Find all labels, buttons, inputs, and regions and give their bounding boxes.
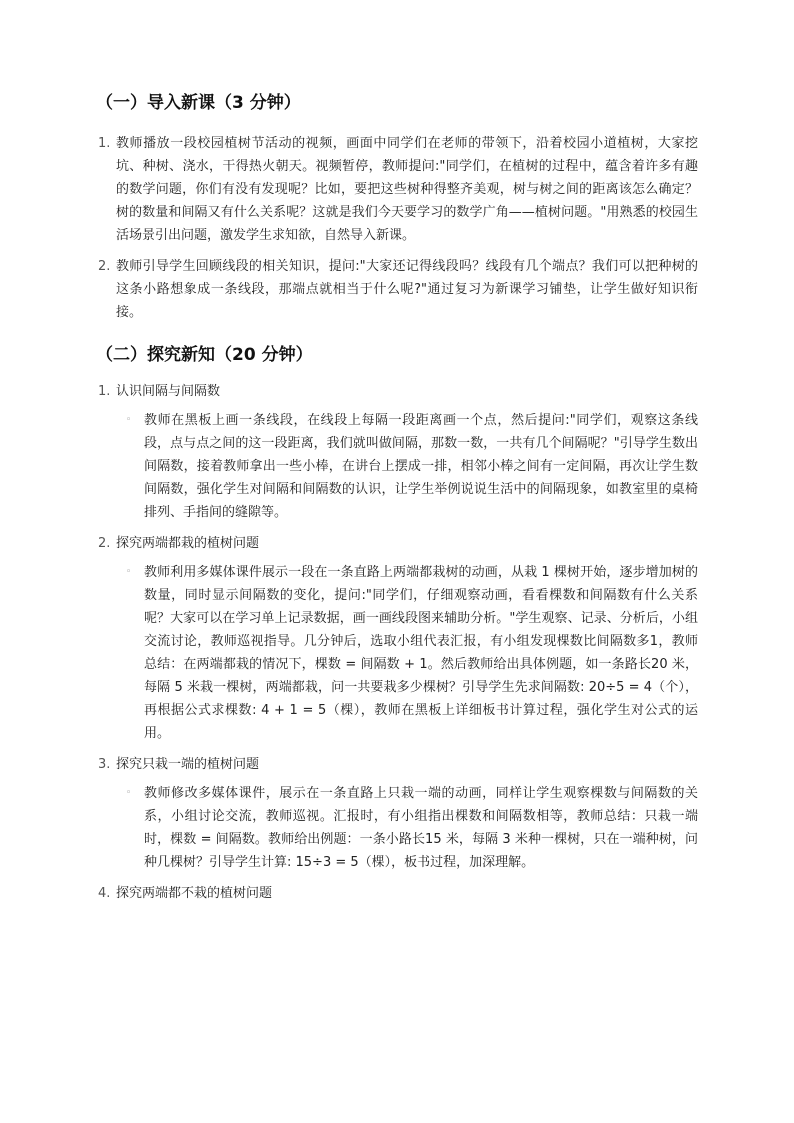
sub-list-item [116,561,698,745]
item-title: 探究只栽一端的植树问题 [116,757,260,772]
sub-item-text: 教师修改多媒体课件，展示在一条直路上只栽一端的动画，同样让学生观察棵数与间隔数的关系，小组讨论交流，教师巡视。汇报时，有小组指出棵数和间隔数相等，教师总结：只栽一端时，棵数 = 间隔数。教师给出例题：一条小路长15 米，每隔 3 米种一棵树，只在一端种树，问种几棵树？引导学生计算: 15÷3 = 5（棵），板书过程，加深理解。 [144,786,698,870]
sub-item-text: 教师在黑板上画一条线段，在线段上每隔一段距离画一个点，然后提问:"同学们，观察这条线段，点与点之间的这一段距离，我们就叫做间隔，那数一数，一共有几个间隔呢？"引导学生数出间隔数，接着教师拿出一些小棒，在讲台上摆成一排，相邻小棒之间有一定间隔，再次让学生数间隔数，强化学生对间隔和间隔数的认识，让学生举例说说生活中的间隔现象，如教室里的桌椅排列、手指间的缝隙等。 [144,413,698,520]
sub-list [116,409,698,524]
hollow-bullet-icon: ◦ [126,567,132,577]
item-text: 教师播放一段校园植树节活动的视频，画面中同学们在老师的带领下，沿着校园小道植树，大家挖坑、种树、浇水，干得热火朝天。视频暂停，教师提问:"同学们，在植树的过程中，蕴含着许多有趣的数学问题，你们有没有发现呢？比如，要把这些树种得整齐美观，树与树之间的距离该怎么确定？树的数量和间隔又有什么关系呢？这就是我们今天要学习的数学广角——植树问题。"用熟悉的校园生活场景引出问题，激发学生求知欲，自然导入新课。 [116,136,698,243]
sub-list [116,782,698,874]
sub-item-text: 教师利用多媒体课件展示一段在一条直路上两端都栽树的动画，从栽 1 棵树开始，逐步增加树的数量，同时显示间隔数的变化，提问:"同学们，仔细观察动画，看看棵数和间隔数有什么关系呢？大家可以在学习单上记录数据，画一画线段图来辅助分析。"学生观察、记录、分析后，小组交流讨论，教师巡视指导。几分钟后，选取小组代表汇报，有小组发现棵数比间隔数多1，教师总结：在两端都栽的情况下，棵数 = 间隔数 + 1。然后教师给出具体例题，如一条路长20 米，每隔 5 米栽一棵树，两端都栽，问一共要栽多少棵树？引导学生先求间隔数: 20÷5 = 4（个），再根据公式求棵数: 4 + 1 = 5（棵），教师在黑板上详细板书计算过程，强化学生对公式的运用。 [144,565,698,741]
item-number: 3. [98,757,111,772]
item-title: 认识间隔与间隔数 [116,384,221,399]
item-number: 2. [98,259,111,274]
sub-list-item [116,409,698,524]
list-item [96,132,698,247]
item-number: 1. [98,136,111,151]
explore-list [96,380,698,905]
list-item [96,255,698,324]
sub-list-item [116,782,698,874]
intro-list [96,132,698,324]
item-title: 探究两端都栽的植树问题 [116,536,260,551]
item-title: 探究两端都不栽的植树问题 [116,886,273,901]
item-number: 2. [98,536,111,551]
list-item [96,882,698,905]
hollow-bullet-icon: ◦ [126,415,132,425]
section-heading-intro: （一）导入新课（3 分钟） [96,93,301,113]
list-item [96,753,698,874]
sub-list [116,561,698,745]
item-number: 1. [98,384,111,399]
hollow-bullet-icon: ◦ [126,788,132,798]
item-number: 4. [98,886,111,901]
list-item [96,532,698,745]
item-text: 教师引导学生回顾线段的相关知识，提问:"大家还记得线段吗？线段有几个端点？我们可以把种树的这条小路想象成一条线段，那端点就相当于什么呢?"通过复习为新课学习铺垫，让学生做好知识衔接。 [116,259,698,320]
section-heading-explore: （二）探究新知（20 分钟） [96,345,313,365]
list-item [96,380,698,524]
